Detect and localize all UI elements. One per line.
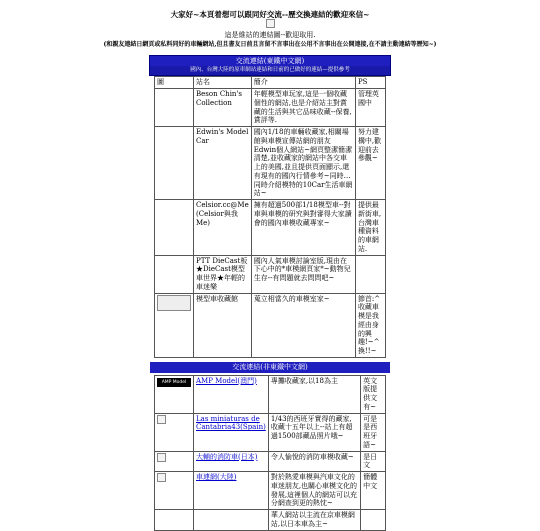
site-link[interactable]: Las miniaturas de Cantabria43(Spain) [196, 414, 266, 432]
table-row [155, 89, 386, 127]
site-ps: 英文版提供文有~ [361, 375, 386, 413]
table-row [155, 255, 386, 293]
site-description: 國內人氣車模討論室版,現由在下心中的*車模網頁家*~動物兒生存--有問題就去問問吧~ [251, 255, 355, 293]
site-description: 年輕模型車玩家,這是一個收藏個性的網站,也是介紹站主對賞藏的生活與其它品味收藏--保養,賞評等. [251, 89, 355, 127]
table-row [155, 375, 386, 413]
site-description: 令人愉悅的消防車模收藏~ [268, 451, 360, 472]
site-description: 專攤收藏家,以18為主 [268, 375, 360, 413]
site-description: 1/43的西班牙實得的藏家,收藏十五年以上--站上有超過1500部藏品照片哦~ [268, 413, 360, 451]
site-ps: 努力建構中,歡迎前去參觀~ [355, 127, 385, 200]
table-row [155, 413, 386, 451]
site-description: 蒐立相當久的車模室家~ [251, 293, 355, 357]
site-ps [355, 255, 385, 293]
site-ps: 簡體中文 [361, 472, 386, 510]
broken-image-icon[interactable] [157, 415, 166, 424]
broken-image-icon [266, 19, 275, 28]
site-description: 對於熱愛車模與汽車文化的車迷朋友,也關心車模文化的發展,這裡個人的網站可以充分網查到更的熱忱~ [268, 472, 360, 510]
site-ps: 可是是西班牙語~ [361, 413, 386, 451]
link-policy-note: (和親友連結日網頁或私料同好的車輛網站,但且書友日前且言留不言事出在公用不言事出在公開連接,在不請主動連結等歷知~) [103, 41, 437, 49]
column-header-ps: PS [355, 77, 385, 89]
site-ps: 提供最新街車,台灣車種資料的車網站. [355, 200, 385, 256]
amp-model-logo[interactable]: AMP Model [157, 378, 191, 387]
table-row [155, 200, 386, 256]
site-name[interactable]: Edwin's Model Car [194, 127, 252, 200]
site-link[interactable]: 車連網(大陸) [196, 473, 237, 481]
site-name[interactable]: Beson Chin's Collection [194, 89, 252, 127]
table-row [155, 510, 386, 531]
column-header-image: 圖 [155, 77, 194, 89]
site-ps: 是日文 [361, 451, 386, 472]
site-description: 華人網站以主流在京車模網站,以日本車為主~ [268, 510, 360, 531]
column-header-name: 站名 [194, 77, 252, 89]
section-title: 交流連結(東鐵中文網) [235, 56, 305, 65]
page-title: 大家好~本頁着想可以跟同好交流--歷交換連結的歡迎來信~ [170, 10, 370, 19]
site-name[interactable]: Celsior.cc@Me (Celsior與我Me) [194, 200, 252, 256]
site-link[interactable]: AMP Model(澳門) [196, 376, 257, 385]
column-header-intro: 簡介 [251, 77, 355, 89]
table-row [155, 127, 386, 200]
table-header-row [155, 77, 386, 89]
table-row [155, 451, 386, 472]
broken-image-icon[interactable] [157, 473, 166, 482]
section-header-domestic [149, 55, 391, 77]
site-link[interactable]: 大輔的消防車(日本) [196, 452, 258, 461]
site-name[interactable]: 模型車收藏館 [194, 293, 252, 357]
section-description: 國內、台灣大陸的原車網站連結和日前的已做好的連結—提供參考 [150, 66, 390, 75]
table-row [155, 293, 386, 357]
broken-image-icon[interactable] [157, 453, 166, 462]
site-description: 擁有超過500部1/18模型車--對車與車模的研究與對審得大家讀會的國內車模收藏專家~ [251, 200, 355, 256]
site-name[interactable]: PTT DieCast板 ★DieCast模型車世界★年輕的車迷樂 [194, 255, 252, 293]
link-banner-caption: 這是維站的連結圖--歡迎取用. [224, 31, 316, 40]
page-header [0, 10, 540, 49]
site-ps: 管理英國中 [355, 89, 385, 127]
domestic-links-table [154, 76, 386, 358]
site-banner-image[interactable] [157, 295, 191, 311]
section-header-foreign: 交流連結(非東鐵中文網) [150, 362, 390, 373]
site-description: 國內1/18的車輛收藏家,相關場館與車模宣傳站網的朋友Edwin個人網站~網頁整潔簡潔清楚,並收藏家的網站中各交車上的美國,並且提供頁面顯示,還有現有的國內行情參考~同時…同時介紹模特的10Car生活車網站~ [251, 127, 355, 200]
site-ps: 節首:^收藏車模是我經由身的興趣!~^換!!~ [355, 293, 385, 357]
foreign-links-table [154, 375, 386, 531]
table-row [155, 472, 386, 510]
